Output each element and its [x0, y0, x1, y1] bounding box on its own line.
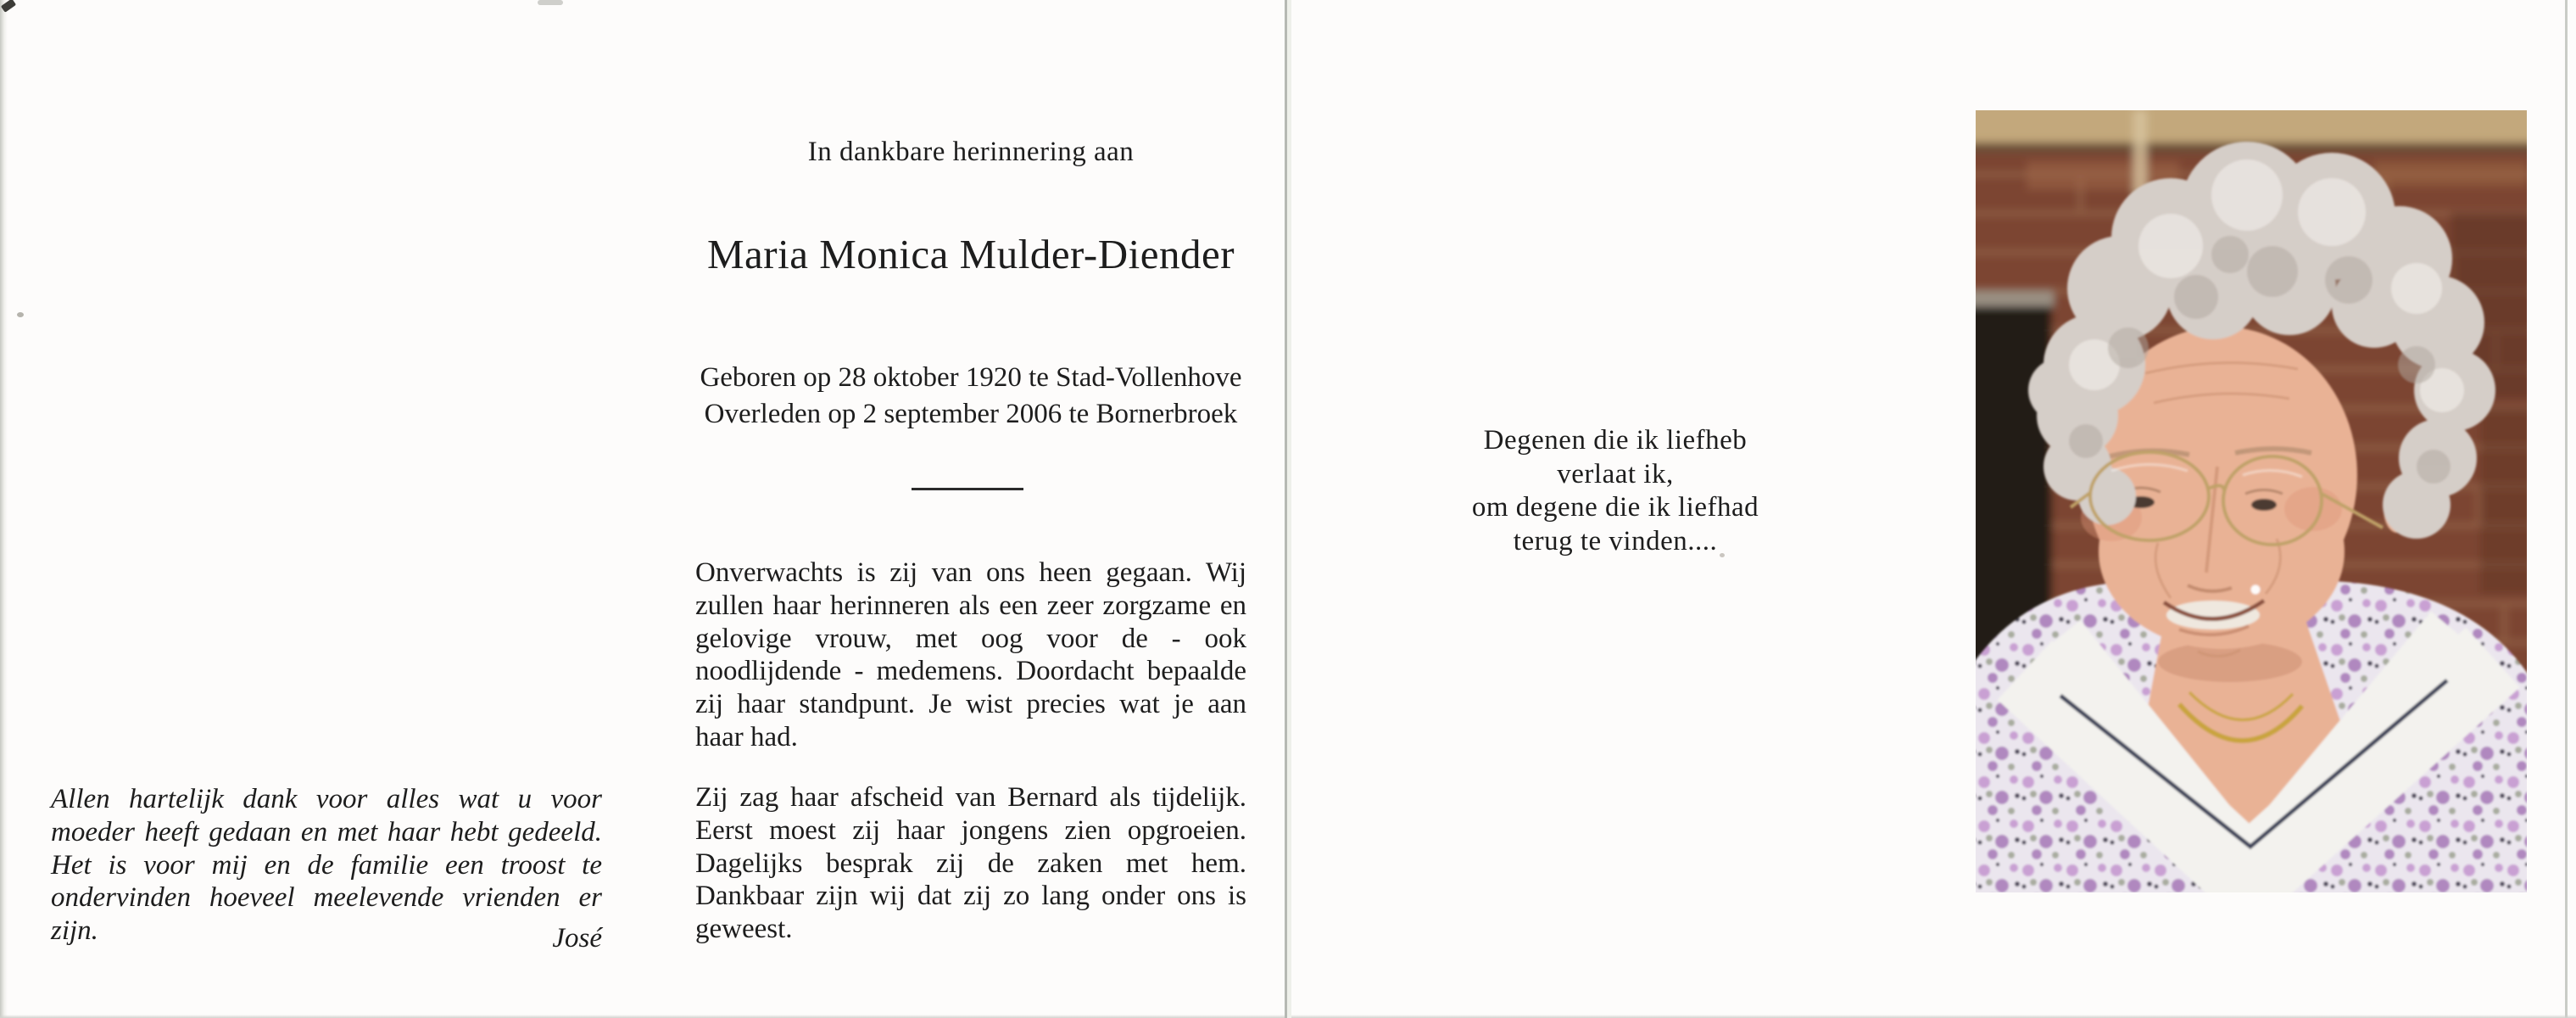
birth-line: Geboren op 28 oktober 1920 te Stad-Vollenhove [700, 362, 1242, 393]
left-panel [0, 0, 1285, 1018]
poem-line: verlaat ik, [1557, 458, 1674, 489]
right-eye [2251, 499, 2277, 511]
window-frame [1976, 291, 2054, 308]
divider-line [912, 488, 1023, 490]
signature: José [552, 923, 602, 954]
poem-line: om degene die ik liefhad [1471, 492, 1759, 523]
death-line: Overleden op 2 september 2006 te Bornerbroek [704, 399, 1238, 429]
intro-text: In dankbare herinnering aan [807, 137, 1135, 167]
thanks-note: Allen hartelijk dank voor alles wat u voor moeder heeft gedaan en met haar hebt gedeeld. Het is voor mij en de familie een troost te ondervinden hoeveel meelevende vrienden er zijn. [51, 784, 602, 947]
deceased-name: Maria Monica Mulder-Diender [706, 231, 1235, 277]
memorial-paragraph-1: Onverwachts is zij van ons heen gegaan. Wij zullen haar herinneren als een zeer zorgzame en gelovige vrouw, met oog voor de - ook noodlijdende - medemens. Doordacht bepaalde zij haar standpunt. Je wist precies wat je aan haar had. [695, 557, 1246, 752]
birth-death-dates [674, 360, 1268, 433]
white-speck [2251, 585, 2261, 595]
poem-line: Degenen die ik liefheb [1483, 425, 1748, 456]
poem-line: terug te vinden.... [1513, 525, 1718, 557]
portrait-photo [1976, 110, 2527, 892]
memorial-paragraph-2: Zij zag haar afscheid van Bernard als tijdelijk. Eerst moest zij haar jongens zien opgroeien. Dagelijks besprak zij de zaken met hem. Dankbaar zijn wij dat zij zo lang onder ons is geweest. [695, 782, 1246, 945]
pale-streak [2133, 110, 2147, 195]
window-sill [1976, 110, 2527, 143]
poem [1408, 424, 1823, 558]
